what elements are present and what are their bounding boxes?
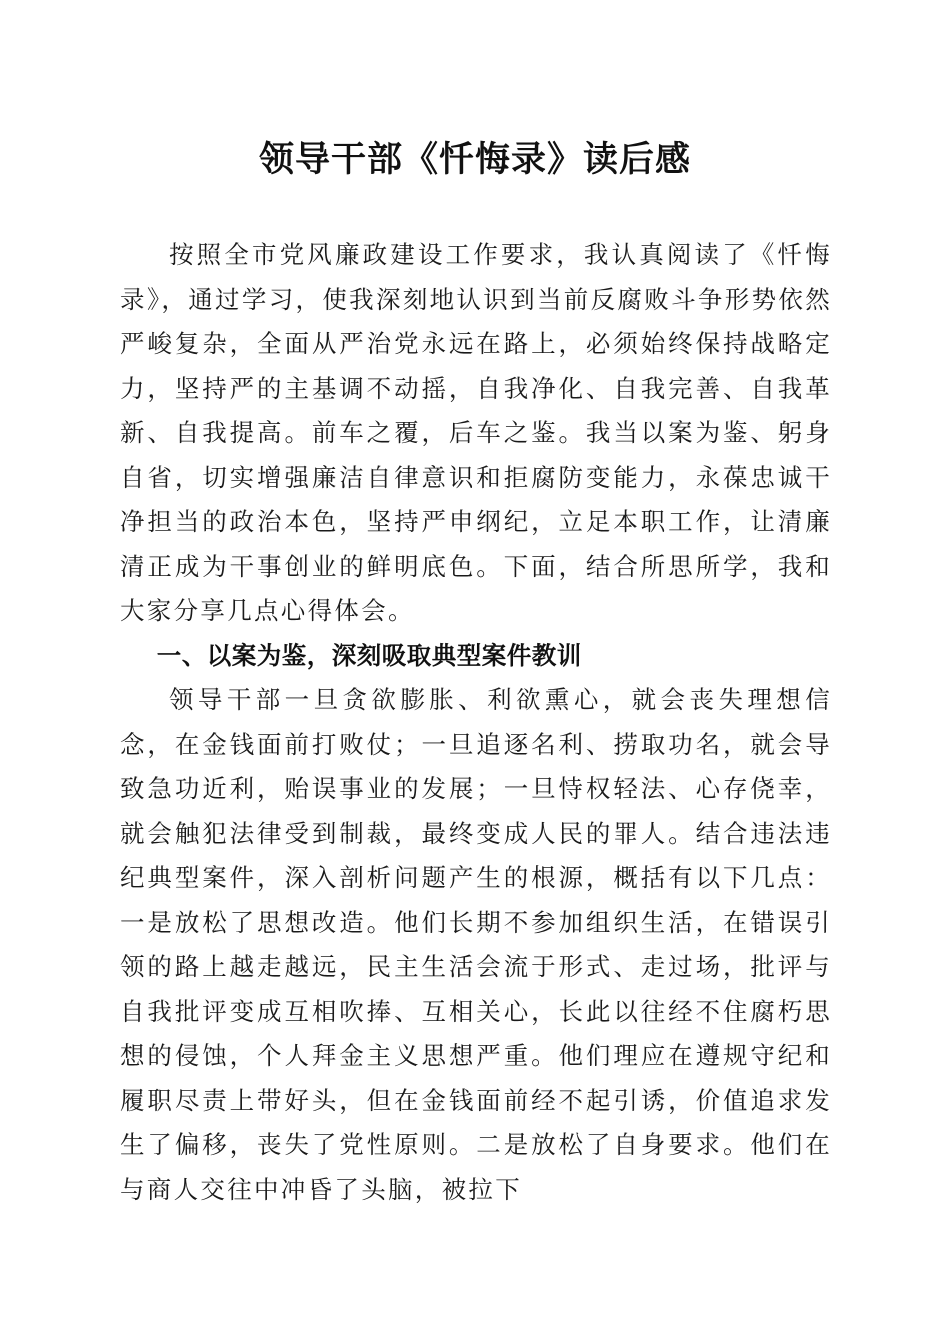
document-title: 领导干部《忏悔录》读后感 — [258, 139, 691, 180]
intro-paragraph: 按照全市党风廉政建设工作要求，我认真阅读了《忏悔录》，通过学习，使我深刻地认识到当前反腐败斗争形势依然严峻复杂，全面从严治党永远在路上，必须始终保持战略定力，坚持严的主基调不动摇，自我净化、自我完善、自我革新、自我提高。前车之覆，后车之鉴。我当以案为鉴、躬身自省，切实增强廉洁自律意识和拒腐防变能力，永葆忠诚干净担当的政治本色，坚持严申纲纪，立足本职工作，让清廉清正成为干事创业的鲜明底色。下面，结合所思所学，我和大家分享几点心得体会。 — [120, 240, 832, 625]
section-1-paragraph: 领导干部一旦贪欲膨胀、利欲熏心，就会丧失理想信念，在金钱面前打败仗；一旦追逐名利、捞取功名，就会导致急功近利，贻误事业的发展；一旦恃权轻法、心存侥幸，就会触犯法律受到制裁，最终变成人民的罪人。结合违法违纪典型案件，深入剖析问题产生的根源，概括有以下几点：一是放松了思想改造。他们长期不参加组织生活，在错误引领的路上越走越远，民主生活会流于形式、走过场，批评与自我批评变成互相吹捧、互相关心，长此以往经不住腐朽思想的侵蚀，个人拜金主义思想严重。他们理应在遵规守纪和履职尽责上带好头，但在金钱面前经不起引诱，价值追求发生了偏移，丧失了党性原则。二是放松了自身要求。他们在与商人交往中冲昏了头脑，被拉下 — [120, 685, 832, 1204]
section-heading-1: 一、以案为鉴，深刻吸取典型案件教训 — [156, 640, 582, 670]
document-body — [120, 233, 832, 1212]
